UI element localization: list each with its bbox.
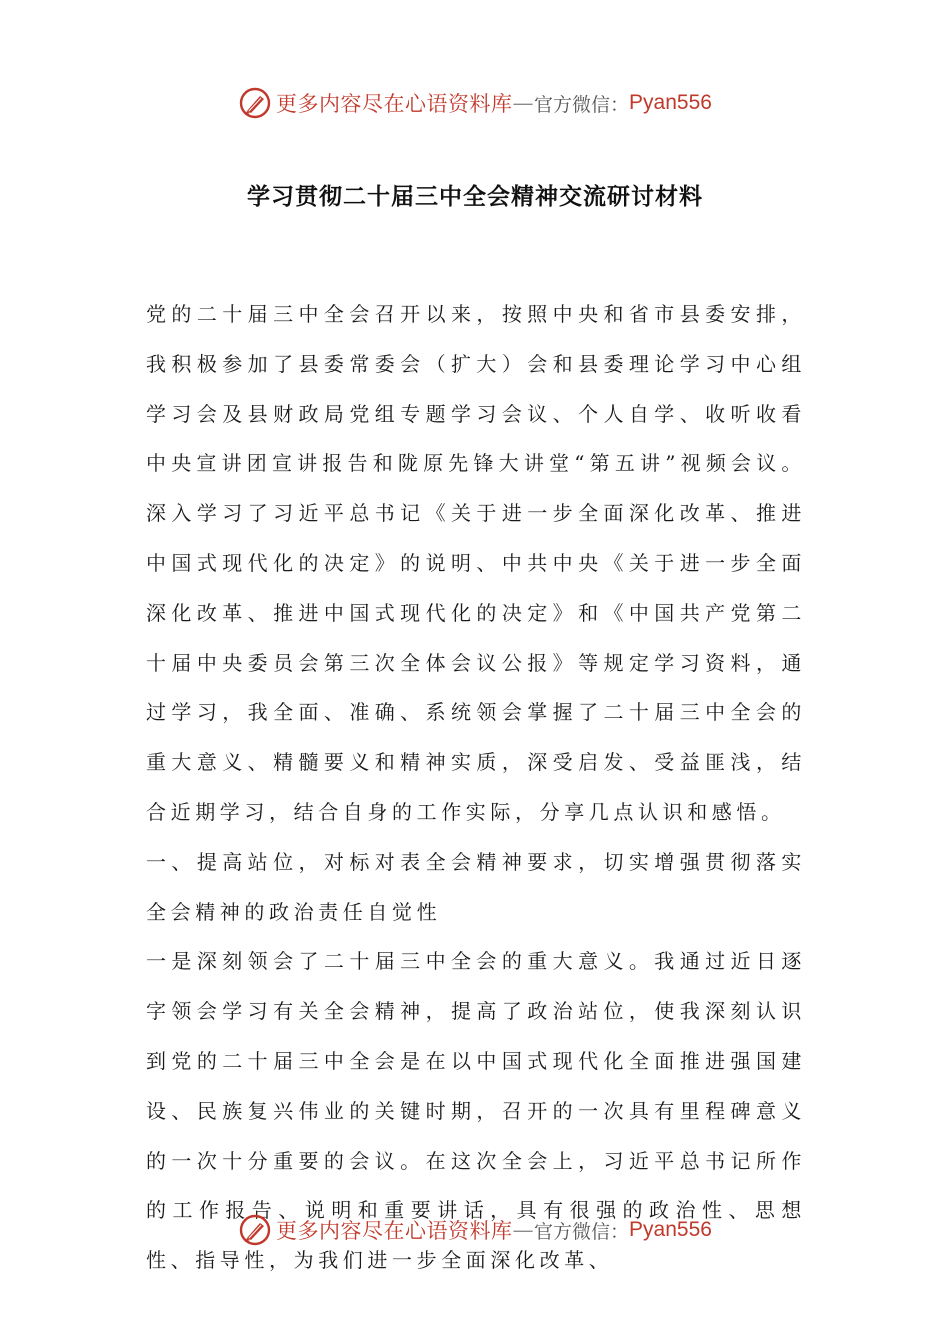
watermark-dash: — <box>512 1218 535 1242</box>
paragraph-point-one: 一是深刻领会了二十届三中全会的重大意义。我通过近日逐字领会学习有关全会精神，提高了政治站位，使我深刻认识到党的二十届三中全会是在以中国式现代化全面推进强国建设、民族复兴伟业的关键时期，召开的一次具有里程碑意义的一次十分重要的会议。在这次全会上，习近平总书记所作的工作报告、说明和重要讲话，具有很强的政治性、思想性、指导性，为我们进一步全面深化改革、 <box>146 949 806 1273</box>
watermark-id: Pyan556 <box>629 1218 712 1241</box>
document-title: 学习贯彻二十届三中全会精神交流研讨材料 <box>247 184 703 210</box>
watermark-official: 官方微信： <box>534 93 630 116</box>
watermark-official: 官方微信： <box>534 1220 630 1243</box>
watermark-id: Pyan556 <box>629 91 712 114</box>
watermark-footer <box>0 1210 950 1250</box>
paragraph-intro: 党的二十届三中全会召开以来，按照中央和省市县委安排，我积极参加了县委常委会（扩大）会和县委理论学习中心组学习会及县财政局党组专题学习会议、个人自学、收听收看中央宣讲团宣讲报告和陇原先锋大讲堂“第五讲”视频会议。深入学习了习近平总书记《关于进一步全面深化改革、推进中国式现代化的决定》的说明、中共中央《关于进一步全面深化改革、推进中国式现代化的决定》和《中国共产党第二十届中央委员会第三次全体会议公报》等规定学习资料，通过学习，我全面、准确、系统领会掌握了二十届三中全会的重大意义、精髓要义和精神实质，深受启发、受益匪浅，结合近期学习，结合自身的工作实际，分享几点认识和感悟。 <box>146 302 806 824</box>
watermark-dash: — <box>512 91 535 115</box>
watermark-brand: 更多内容尽在心语资料库 <box>276 92 513 116</box>
pen-nib-circle-icon <box>238 1213 272 1247</box>
pen-nib-circle-icon <box>238 86 272 120</box>
paragraph-section-heading: 一、提高站位，对标对表全会精神要求，切实增强贯彻落实全会精神的政治责任自觉性 <box>146 849 806 924</box>
document-body <box>146 290 806 1286</box>
watermark-brand: 更多内容尽在心语资料库 <box>276 1219 513 1243</box>
watermark-header <box>0 83 950 123</box>
